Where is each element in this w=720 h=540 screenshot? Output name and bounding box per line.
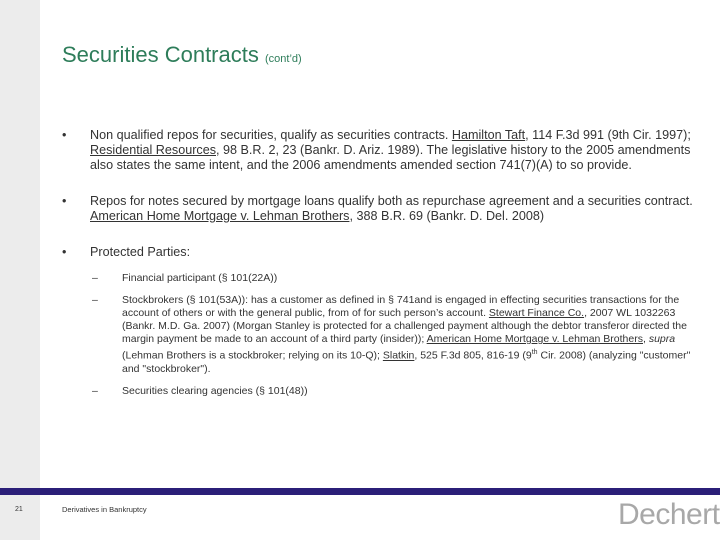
- sub-item: [90, 385, 702, 398]
- page-number: 21: [15, 506, 23, 513]
- case-citation: Slatkin: [382, 349, 415, 362]
- superscript: th: [531, 349, 538, 356]
- bullet-item: [62, 128, 702, 173]
- bullet-mark: •: [62, 194, 67, 208]
- case-citation: American Home Mortgage v. Lehman Brothers: [426, 333, 643, 345]
- case-citation: Stewart Finance Co.: [488, 307, 585, 319]
- sub-dash: –: [92, 294, 98, 306]
- slide-title: [62, 42, 302, 68]
- bullet-text: , 388 B.R. 69 (Bankr. D. Del. 2008): [349, 209, 545, 223]
- sub-text: Financial participant (§ 101(22A)): [122, 272, 278, 284]
- bullet-text: , 114 F.3d 991 (9th Cir. 1997);: [525, 128, 691, 142]
- italic-text: supra: [648, 333, 676, 345]
- sub-text: ,: [642, 333, 649, 345]
- sub-item: [90, 294, 702, 376]
- bullet-text: , 98 B.R. 2, 23 (Bankr. D. Ariz. 1989). The legislative history to the 2005 amendments also states the same intent, and the 2006 amendments amended section 741(7)(A) to so provide.: [90, 143, 691, 172]
- left-sidebar: [0, 0, 40, 540]
- case-citation: American Home Mortgage v. Lehman Brothers: [90, 209, 350, 223]
- sub-text: , 2007 WL 1032263 (Bankr. M.D. Ga. 2007) (Morgan Stanley is protected for a challenged payment although the debtor transferor directed the margin payment be made to an account of a third party (insider));: [122, 307, 687, 345]
- dechert-logo: Dechert: [618, 498, 720, 531]
- sub-text: Stockbrokers (§ 101(53A)): has a customer as defined in § 741and is engaged in effecting securities transactions for the account of others or with the general public, from of for such person’s account.: [122, 294, 680, 319]
- footer-text: Derivatives in Bankruptcy: [62, 505, 147, 514]
- sub-dash: –: [92, 384, 98, 397]
- sub-list: [90, 272, 702, 398]
- bullet-text: Non qualified repos for securities, qualify as securities contracts.: [90, 128, 452, 142]
- bullet-mark: •: [62, 128, 67, 142]
- footer-bar: [0, 488, 720, 495]
- sub-text: , 525 F.3d 805, 816-19 (9: [414, 349, 532, 362]
- sub-text: Securities clearing agencies (§ 101(48)): [122, 384, 308, 397]
- sub-text: (Lehman Brothers is a stockbroker; relying on its 10-Q);: [122, 349, 383, 362]
- bullet-item: [62, 245, 702, 398]
- bullet-text: Protected Parties:: [90, 245, 191, 259]
- case-citation: Residential Resources: [90, 143, 216, 157]
- bullet-text: Repos for notes secured by mortgage loans qualify both as repurchase agreement and a securities contract.: [90, 194, 693, 208]
- slide-title-suffix: (cont’d): [264, 53, 302, 65]
- case-citation: Hamilton Taft: [451, 128, 526, 142]
- slide-title-text: Securities Contracts: [62, 42, 259, 67]
- sub-dash: –: [92, 272, 98, 284]
- bullet-list: [62, 128, 702, 407]
- bullet-mark: •: [62, 245, 67, 259]
- sub-item: [90, 272, 702, 285]
- bullet-item: [62, 194, 702, 224]
- sub-text: Cir. 2008) (analyzing "customer" and "stockbroker").: [122, 349, 691, 375]
